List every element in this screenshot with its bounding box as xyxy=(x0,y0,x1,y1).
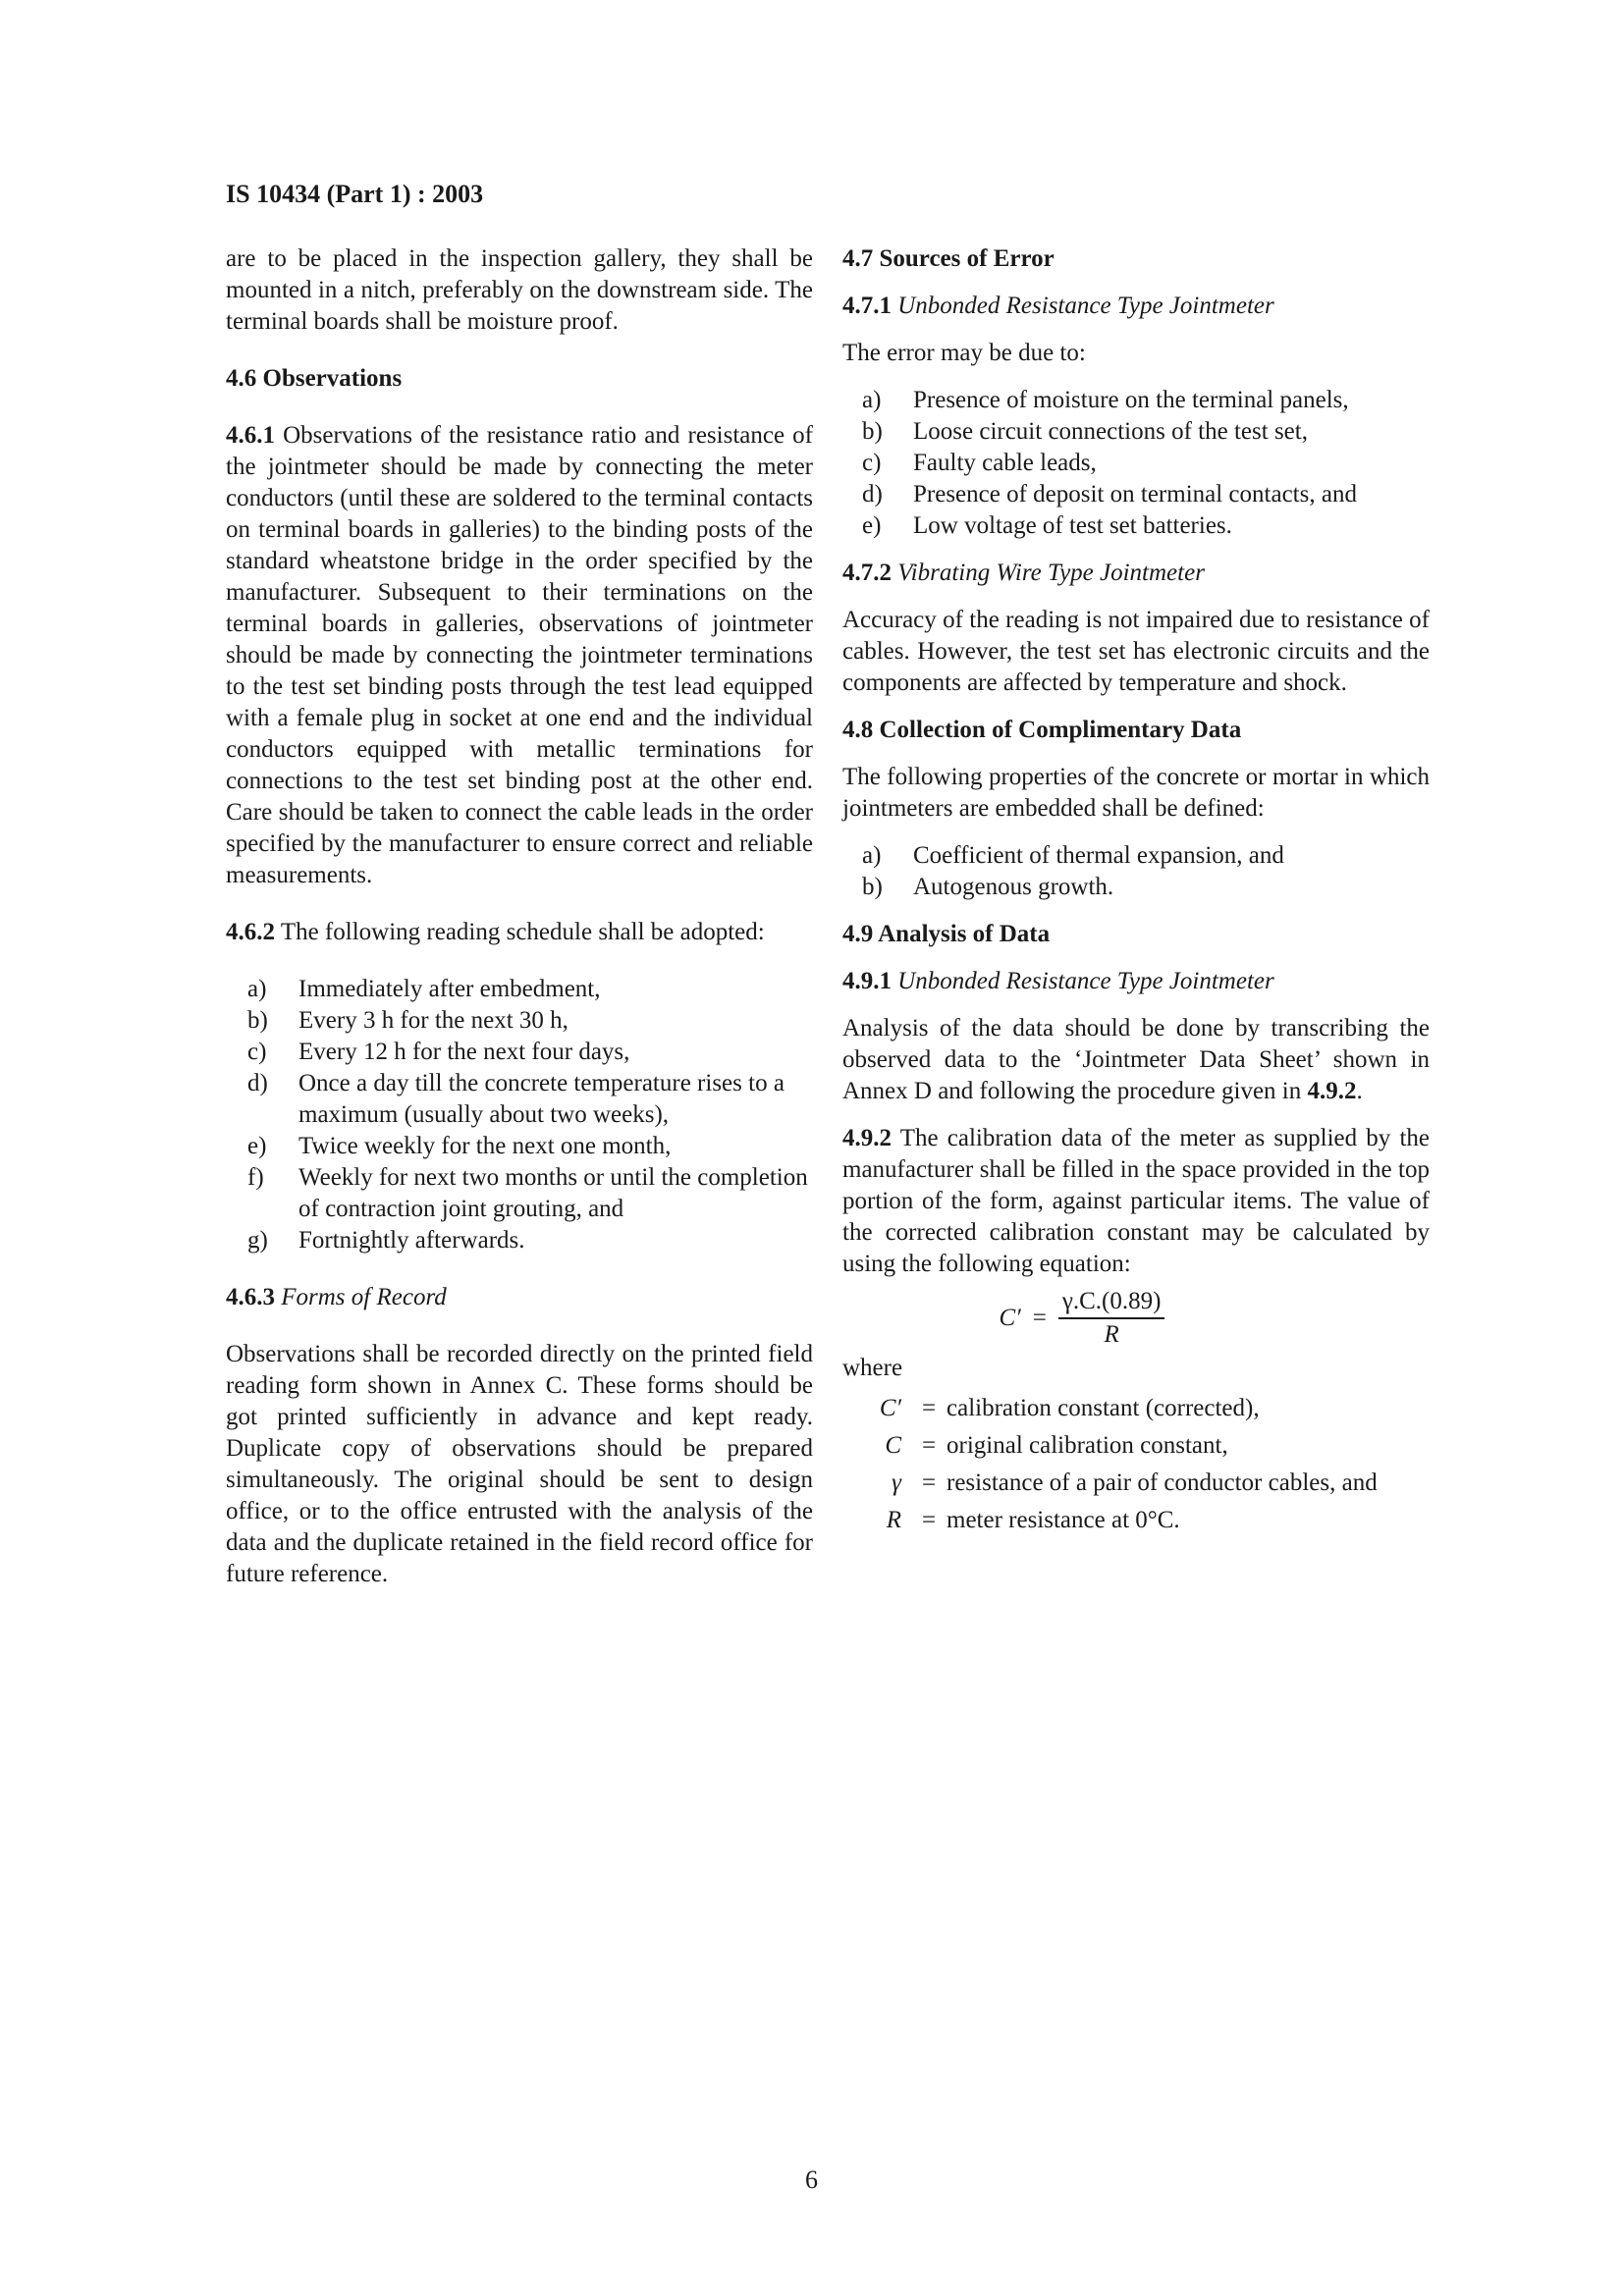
list-item xyxy=(226,974,813,1005)
list-text: Coefficient of thermal expansion, and xyxy=(913,842,1284,869)
clause-title: Forms of Record xyxy=(281,1284,447,1310)
symbol-definitions xyxy=(842,1390,1430,1539)
clause-text-end: . xyxy=(1356,1078,1363,1104)
list-item xyxy=(226,1131,813,1162)
clause-4-9-2 xyxy=(842,1123,1430,1280)
list-text: Immediately after embedment, xyxy=(298,976,601,1002)
list-item xyxy=(842,416,1430,448)
clause-number: 4.7.1 xyxy=(842,293,892,319)
clause-text: Observations of the resistance ratio and resistance of the jointmeter should be made by connecting the meter conductors (until these are soldered to the terminal contacts on terminal boards in galleries) to the binding posts of the standard wheatstone bridge in the order specified by the manufacturer. Subsequent to their terminations on the terminal boards in galleries, observations of jointmeter should be made by connecting the jointmeter terminations to the test set binding posts through the test lead equipped with a female plug in socket at one end and the individual conductors equipped with metallic terminations for connections to the test set binding post at the other end. Care should be taken to connect the cable leads in the order specified by the manufacturer to ensure correct and reliable measurements. xyxy=(226,422,813,888)
list-text: Presence of moisture on the terminal panels, xyxy=(913,387,1349,413)
clause-reference: 4.9.2 xyxy=(1307,1078,1357,1104)
clause-4-7-2-text: Accuracy of the reading is not impaired due to resistance of cables. However, the test set has electronic circuits and the components are affected by temperature and shock. xyxy=(842,607,1430,696)
list-item xyxy=(842,479,1430,510)
symbol-definition-row xyxy=(842,1427,1430,1465)
list-item xyxy=(226,1037,813,1068)
list-text: Presence of deposit on terminal contacts, and xyxy=(913,481,1357,507)
list-text: Once a day till the concrete temperature rises to a maximum (usually about two weeks), xyxy=(298,1070,784,1128)
clause-4-9-1-heading xyxy=(842,966,1430,997)
symbol-description: meter resistance at 0°C. xyxy=(947,1507,1180,1533)
clause-text: The following reading schedule shall be adopted: xyxy=(280,919,765,945)
list-marker: a) xyxy=(862,387,882,413)
symbol: γ xyxy=(892,1469,901,1496)
symbol-equals: = xyxy=(921,1432,937,1459)
symbol-equals: = xyxy=(921,1395,937,1421)
list-marker: b) xyxy=(862,418,883,445)
list-marker: c) xyxy=(247,1039,267,1065)
symbol-description: original calibration constant, xyxy=(947,1432,1228,1459)
list-text: Low voltage of test set batteries. xyxy=(913,512,1232,539)
clause-text: The calibration data of the meter as supplied by the manufacturer shall be filled in the space provided in the top portion of the form, against particular items. The value of the corrected calibration constant may be calculated by using the following equation: xyxy=(842,1125,1430,1277)
list-marker: d) xyxy=(247,1070,268,1096)
list-text: Faulty cable leads, xyxy=(913,450,1097,476)
clause-4-8-text: The following properties of the concrete or mortar in which jointmeters are embedded shall be defined: xyxy=(842,764,1430,822)
list-marker: b) xyxy=(247,1007,268,1034)
symbol-description: resistance of a pair of conductor cables, and xyxy=(947,1469,1378,1496)
list-marker: f) xyxy=(247,1164,264,1191)
document-id-header: IS 10434 (Part 1) : 2003 xyxy=(226,180,484,208)
intro-paragraph: are to be placed in the inspection gallery, they shall be mounted in a nitch, preferably on the downstream side. The terminal boards shall be moisture proof. xyxy=(226,245,813,335)
symbol-equals: = xyxy=(921,1507,937,1533)
properties-list xyxy=(842,840,1430,903)
section-4-7-heading: 4.7 Sources of Error xyxy=(842,245,1055,272)
list-item xyxy=(842,872,1430,903)
clause-4-9-1-text xyxy=(842,1013,1430,1107)
page-number: 6 xyxy=(805,2165,818,2194)
right-column xyxy=(842,243,1430,1539)
equation-numerator: γ.C.(0.89) xyxy=(1058,1288,1165,1319)
list-text: Every 3 h for the next 30 h, xyxy=(298,1007,568,1034)
clause-number: 4.7.2 xyxy=(842,560,892,586)
equation-equals: = xyxy=(1032,1305,1047,1331)
list-marker: e) xyxy=(862,512,882,539)
list-marker: c) xyxy=(862,450,882,476)
list-marker: d) xyxy=(862,481,883,507)
reading-schedule-list xyxy=(226,974,813,1256)
section-4-8-heading: 4.8 Collection of Complimentary Data xyxy=(842,717,1242,743)
symbol-description: calibration constant (corrected), xyxy=(947,1395,1260,1421)
clause-number: 4.6.3 xyxy=(226,1284,275,1310)
list-text: Fortnightly afterwards. xyxy=(298,1227,525,1254)
list-marker: g) xyxy=(247,1227,268,1254)
clause-text: Analysis of the data should be done by transcribing the observed data to the ‘Jointmeter Data Sheet’ shown in Annex D and following the procedure given in xyxy=(842,1015,1430,1104)
clause-4-6-2 xyxy=(226,917,813,948)
list-item xyxy=(226,1068,813,1131)
list-text: Loose circuit connections of the test set, xyxy=(913,418,1308,445)
list-item xyxy=(842,510,1430,542)
calibration-equation xyxy=(842,1288,1430,1349)
list-text: Autogenous growth. xyxy=(913,874,1114,900)
clause-number: 4.6.2 xyxy=(226,919,275,945)
list-item xyxy=(842,385,1430,416)
clause-4-7-1-lead: The error may be due to: xyxy=(842,340,1086,366)
clause-title: Unbonded Resistance Type Jointmeter xyxy=(897,968,1274,994)
list-item xyxy=(226,1225,813,1256)
list-text: Twice weekly for the next one month, xyxy=(298,1133,672,1159)
symbol: C′ xyxy=(879,1395,901,1421)
list-marker: a) xyxy=(862,842,882,869)
clause-number: 4.9.1 xyxy=(842,968,892,994)
section-4-6-heading: 4.6 Observations xyxy=(226,365,403,392)
symbol: R xyxy=(886,1507,901,1533)
symbol-equals: = xyxy=(921,1469,937,1496)
symbol: C xyxy=(885,1432,901,1459)
error-sources-list xyxy=(842,385,1430,542)
clause-title: Vibrating Wire Type Jointmeter xyxy=(897,560,1205,586)
list-marker: a) xyxy=(247,976,267,1002)
list-item xyxy=(226,1005,813,1037)
equation-lhs: C′ xyxy=(999,1305,1021,1331)
symbol-definition-row xyxy=(842,1465,1430,1502)
list-item xyxy=(842,840,1430,872)
equation-fraction xyxy=(1058,1288,1165,1349)
symbol-definition-row xyxy=(842,1502,1430,1539)
clause-4-6-3-heading xyxy=(226,1282,813,1313)
clause-4-7-1-heading xyxy=(842,291,1430,322)
where-label: where xyxy=(842,1355,903,1381)
list-item xyxy=(842,448,1430,479)
clause-4-7-2-heading xyxy=(842,558,1430,589)
clause-number: 4.9.2 xyxy=(842,1125,892,1151)
clause-4-6-1 xyxy=(226,420,813,891)
left-column xyxy=(226,243,813,1590)
list-text: Weekly for next two months or until the completion of contraction joint grouting, and xyxy=(298,1164,808,1222)
symbol-definition-row xyxy=(842,1390,1430,1427)
section-4-9-heading: 4.9 Analysis of Data xyxy=(842,921,1051,947)
clause-number: 4.6.1 xyxy=(226,422,275,449)
list-item xyxy=(226,1162,813,1225)
list-marker: b) xyxy=(862,874,883,900)
list-text: Every 12 h for the next four days, xyxy=(298,1039,630,1065)
clause-title: Unbonded Resistance Type Jointmeter xyxy=(897,293,1274,319)
equation-denominator: R xyxy=(1104,1321,1119,1348)
list-marker: e) xyxy=(247,1133,267,1159)
clause-4-6-3-text: Observations shall be recorded directly on the printed field reading form shown in Annex C. These forms should be got printed sufficiently in advance and kept ready. Duplicate copy of observations should be prepared simultaneously. The original should be sent to design office, or to the office entrusted with the analysis of the data and the duplicate retained in the field record office for future reference. xyxy=(226,1341,813,1587)
